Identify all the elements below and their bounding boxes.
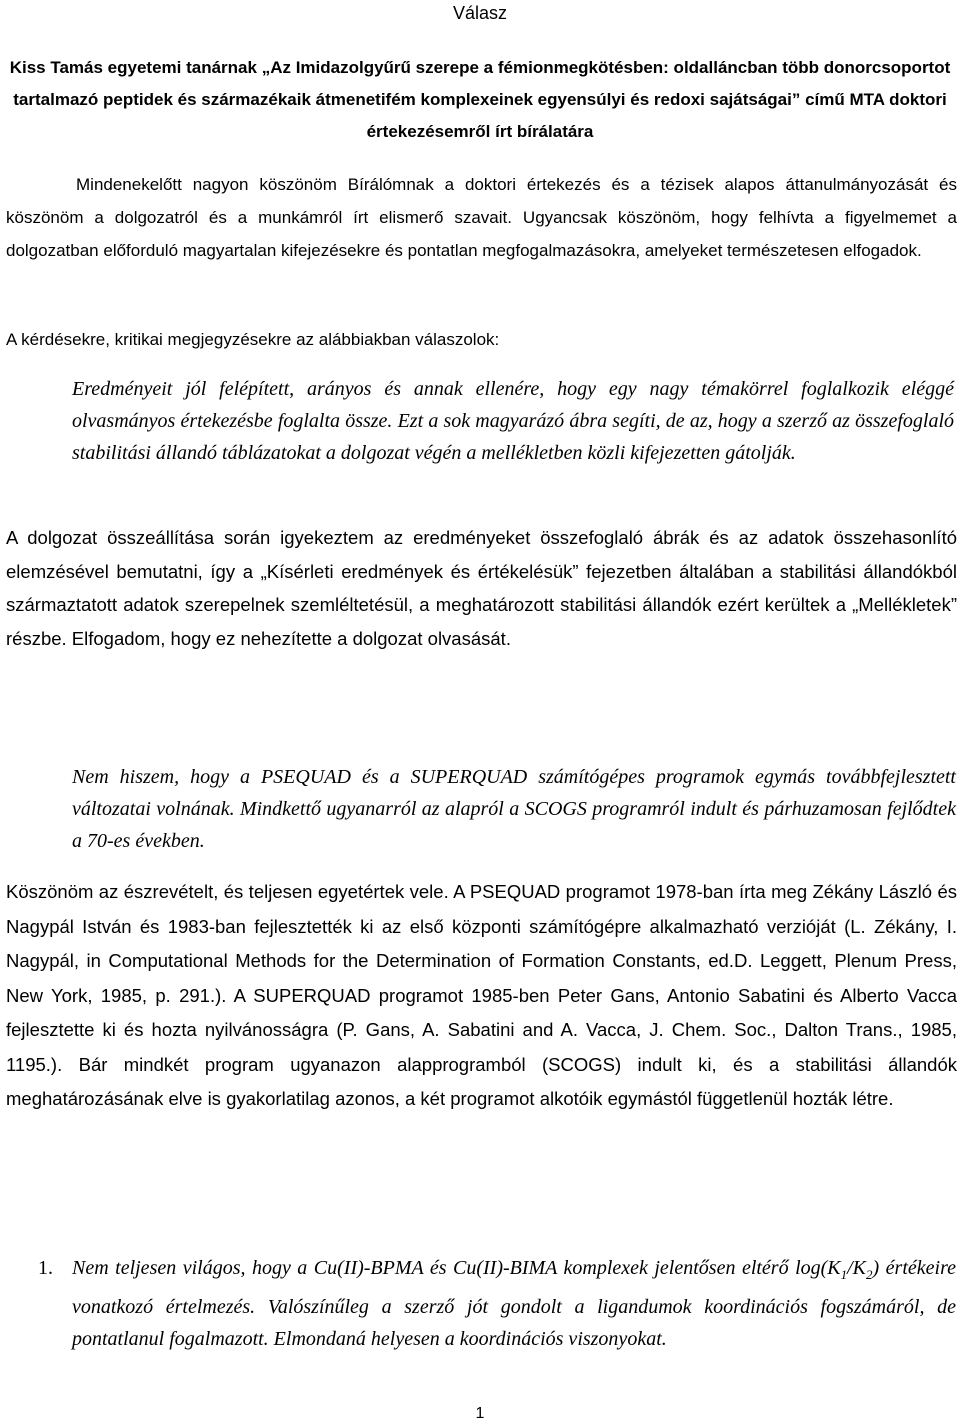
subscript-2: 2 (866, 1267, 873, 1282)
review-quote-2: Nem hiszem, hogy a PSEQUAD és a SUPERQUAD számítógépes programok egymás továbbfejlesztett változatai volnának. Mindkettő ugyanarról az alapról a SCOGS programról indult és párhuzamosan fejlődtek a 70-es években. (72, 766, 956, 852)
list-item-text-start: Nem teljesen világos, hogy a Cu(II)-BPMA és Cu(II)-BIMA komplexek jelentősen eltérő log(K (72, 1257, 841, 1279)
review-quote-1: Eredményeit jól felépített, arányos és annak ellenére, hogy egy nagy témakörrel foglalkozik eléggé olvasmányos értekezésbe foglalta össze. Ezt a sok magyarázó ábra segíti, de az, hogy a szerző az összefoglaló stabilitási állandó táblázatokat a dolgozat végén a mellékletben közli kifejezetten gátolják. (72, 378, 954, 464)
document-heading: Kiss Tamás egyetemi tanárnak „Az Imidazolgyűrű szerepe a fémionmegkötésben: oldalláncban több donorcsoportot tartalmazó peptidek és származékaik átmenetifém komplexeinek egyensúlyi és redoxi sajátságai” című MTA doktori értekezésemről írt bírálatára (9, 58, 951, 141)
list-item-text-end: ) értékeire vonatkozó értelmezés. Valószínűleg a szerző jót gondolt a ligandumok koordinációs fogszámáról, de pontatlanul fogalmazott. Elmondaná helyesen a koordinációs viszonyokat. (72, 1257, 956, 1350)
list-item-slash: /K (847, 1257, 867, 1279)
page-title: Válasz (452, 3, 508, 23)
list-item-1 (72, 1252, 956, 1355)
intro-paragraph: Mindenekelőtt nagyon köszönöm Bírálómnak a doktori értekezés és a tézisek alapos áttanulmányozását és köszönöm a dolgozatról és a munkámról írt elismerő szavait. Ugyancsak köszönöm, hogy felhívta a figyelmemet a dolgozatban előforduló magyartalan kifejezésekre és pontatlan megfogalmazásokra, amelyeket természetesen elfogadok. (6, 175, 957, 260)
list-item-number: 1. (38, 1257, 53, 1279)
answer-paragraph-2: Köszönöm az észrevételt, és teljesen egyetértek vele. A PSEQUAD programot 1978-ban írta meg Zékány László és Nagypál István és 1983-ban fejlesztették ki az első központi számítógépre alkalmazható verzióját (L. Zékány, I. Nagypál, in Computational Methods for the Determination of Formation Constants, ed.D. Leggett, Plenum Press, New York, 1985, p. 291.). A SUPERQUAD programot 1985-ben Peter Gans, Antonio Sabatini és Alberto Vacca fejlesztette ki és hozta nyilvánosságra (P. Gans, A. Sabatini and A. Vacca, J. Chem. Soc., Dalton Trans., 1985, 1195.). Bár mindkét program ugyanazon alapprogramból (SCOGS) indult ki, és a stabilitási állandók meghatározásának elve is gyakorlatilag azonos, a két programot alkotóik egymástól függetlenül hozták létre. (6, 881, 957, 1109)
answer-paragraph-1: A dolgozat összeállítása során igyekeztem az eredményeket összefoglaló ábrák és az adatok összehasonlító elemzésével bemutatni, így a „Kísérleti eredmények és értékelésük” fejezetben általában a stabilitási állandókból származtatott adatok szerepelnek szemléltetésül, a meghatározott stabilitási állandók ezért kerültek a „Mellékletek” részbe. Elfogadom, hogy ez nehezítette a dolgozat olvasását. (6, 527, 957, 649)
lead-in-paragraph: A kérdésekre, kritikai megjegyzésekre az alábbiakban válaszolok: (6, 330, 500, 349)
subscript-1: 1 (840, 1267, 848, 1282)
page-number: 1 (475, 1405, 485, 1422)
